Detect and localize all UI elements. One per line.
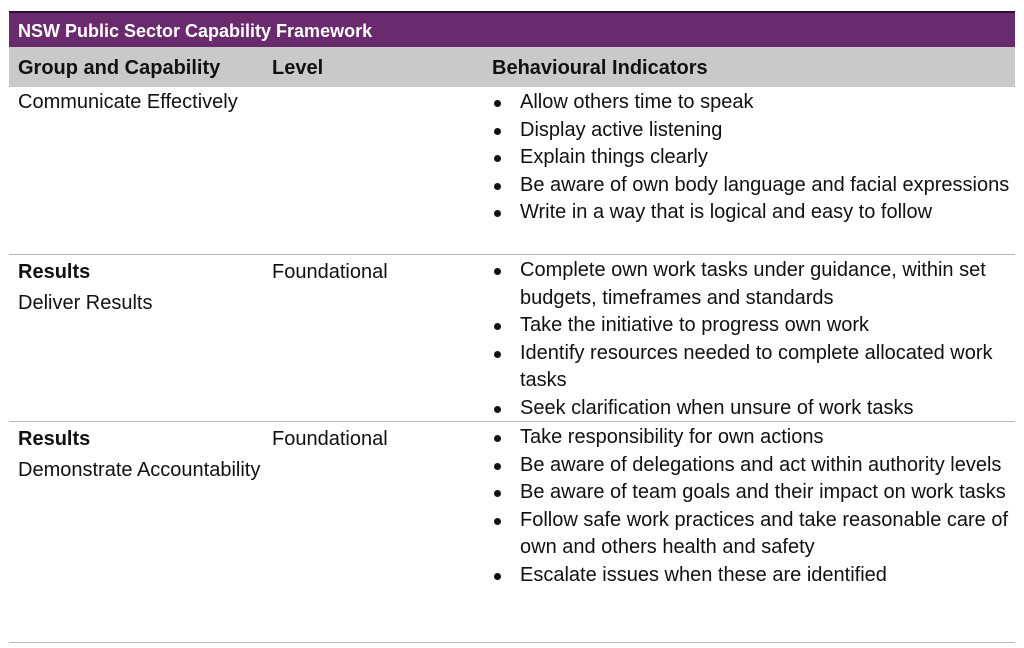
indicator-text: Identify resources needed to complete allocated work tasks [520,341,993,391]
group-capability-cell [18,89,263,117]
group-name: Results [18,428,91,450]
indicator-text: Be aware of team goals and their impact on work tasks [520,481,1006,503]
list-item [492,199,1012,227]
level-cell: Foundational [272,261,388,283]
indicator-text: Allow others time to speak [520,91,754,113]
indicator-text: Write in a way that is logical and easy to follow [520,201,933,223]
bullet-icon [494,100,501,107]
list-item [492,479,1012,507]
list-item [492,507,1012,562]
indicator-text: Complete own work tasks under guidance, within set budgets, timeframes and standards [520,259,986,309]
bullet-icon [494,351,501,358]
list-item [492,117,1012,145]
header-behavioural-indicators: Behavioural Indicators [492,57,708,79]
header-group-capability: Group and Capability [18,57,221,79]
table-title: NSW Public Sector Capability Framework [18,21,373,41]
indicators-cell [492,89,1012,227]
indicator-list [492,424,1012,589]
group-capability-cell [18,259,263,317]
indicator-text: Be aware of delegations and act within authority levels [520,453,1002,476]
capability-name: Communicate Effectively [18,91,238,113]
list-item [492,257,1012,312]
list-item [492,452,1012,480]
indicator-text: Take the initiative to progress own work [520,314,870,336]
bullet-icon [494,183,501,190]
list-item [492,144,1012,172]
list-item [492,424,1012,452]
indicator-list [492,89,1012,227]
group-capability-cell [18,426,263,484]
header-level: Level [272,57,324,79]
list-item [492,89,1012,117]
indicator-text: Seek clarification when unsure of work tasks [520,396,914,419]
bullet-icon [494,490,501,497]
list-item [492,395,1012,423]
group-name: Results [18,261,91,283]
list-item [492,562,1012,590]
indicators-cell [492,257,1012,422]
table-row [9,87,1015,255]
level-cell: Foundational [272,428,388,450]
table-title-bar [9,11,1015,47]
bullet-icon [494,268,501,275]
bullet-icon [494,573,501,580]
list-item [492,172,1012,200]
indicator-text: Take responsibility for own actions [520,426,824,448]
table-row [9,255,1015,422]
bullet-icon [494,323,501,330]
table-header-row [9,47,1015,87]
indicator-list [492,257,1012,422]
capability-name: Demonstrate Accountability [18,458,261,481]
table-row [9,422,1015,643]
indicator-text: Be aware of own body language and facial expressions [520,173,1010,196]
bullet-icon [494,518,501,525]
bullet-icon [494,435,501,442]
indicator-text: Escalate issues when these are identified [520,563,887,586]
list-item [492,312,1012,340]
bullet-icon [494,210,501,217]
bullet-icon [494,463,501,470]
indicator-text: Explain things clearly [520,146,708,168]
bullet-icon [494,128,501,135]
indicator-text: Display active listening [520,118,723,141]
bullet-icon [494,155,501,162]
bullet-icon [494,406,501,413]
indicator-text: Follow safe work practices and take reasonable care of own and others health and safety [520,508,1009,558]
list-item [492,340,1012,395]
indicators-cell [492,424,1012,589]
capability-name: Deliver Results [18,291,153,314]
